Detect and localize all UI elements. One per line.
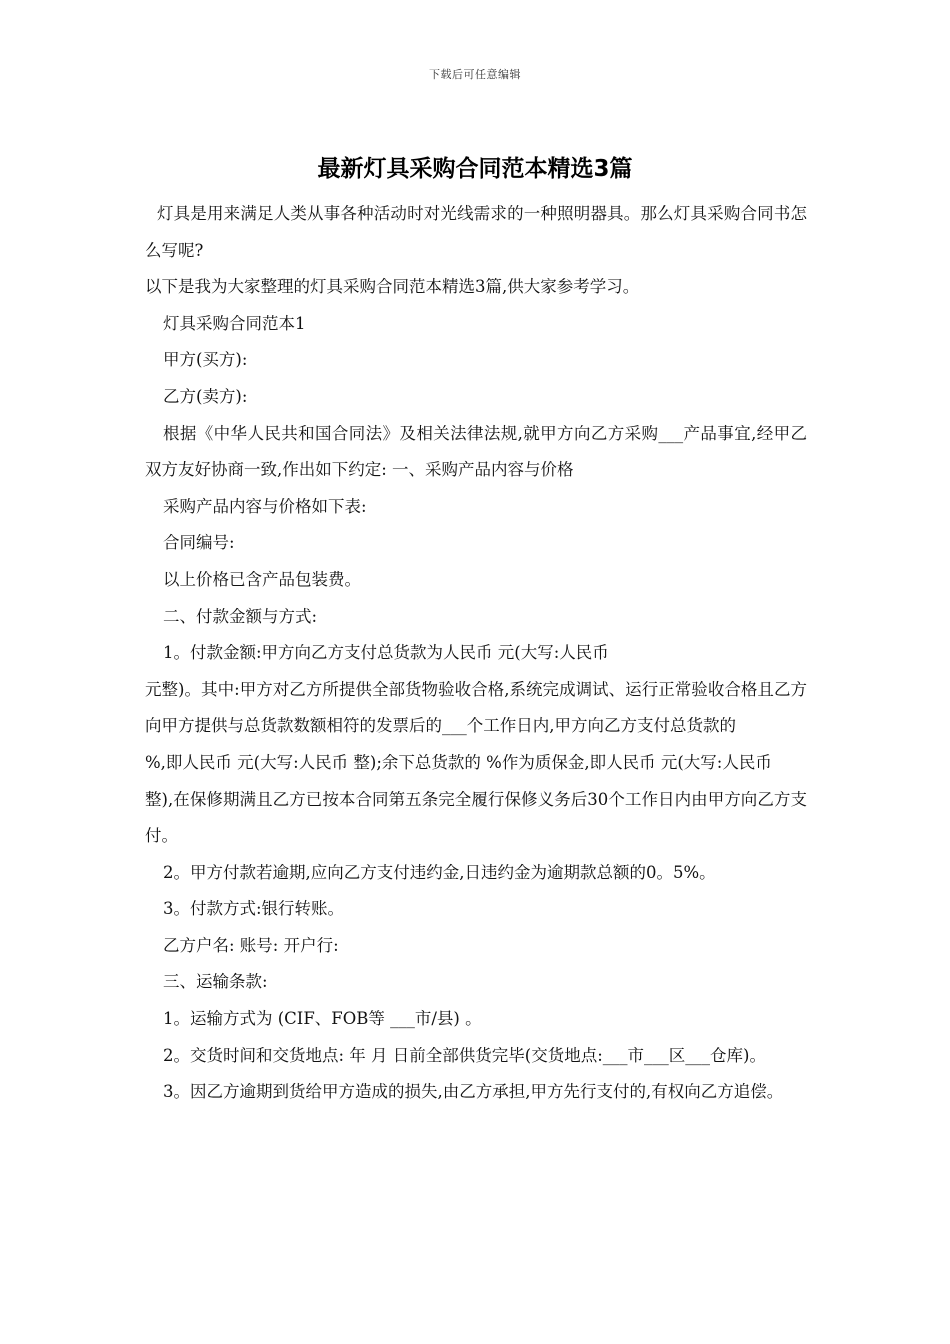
- paragraph: 2。交货时间和交货地点: 年 月 日前全部供货完毕(交货地点:___市___区___仓库)。: [163, 1045, 766, 1065]
- paragraph: 3。因乙方逾期到货给甲方造成的损失,由乙方承担,甲方先行支付的,有权向乙方追偿。: [163, 1082, 784, 1102]
- paragraph: 乙方户名: 账号: 开户行:: [163, 935, 339, 955]
- paragraph: 1。付款金额:甲方向乙方支付总货款为人民币 元(大写:人民币: [163, 643, 609, 663]
- paragraph: 1。运输方式为 (CIF、FOB等 ___市/县) 。: [163, 1009, 482, 1029]
- paragraph: 2。甲方付款若逾期,应向乙方支付违约金,日违约金为逾期款总额的0。5%。: [163, 862, 716, 882]
- paragraph: 二、付款金额与方式:: [163, 606, 318, 626]
- paragraph: 灯具是用来满足人类从事各种活动时对光线需求的一种照明器具。那么灯具采购合同书怎么写呢?: [145, 204, 807, 260]
- paragraph: 3。付款方式:银行转账。: [163, 899, 345, 919]
- paragraph: 合同编号:: [163, 533, 235, 553]
- document-body: [145, 196, 807, 1111]
- paragraph: %,即人民币 元(大写:人民币 整);余下总货款的 %作为质保金,即人民币 元(大写:人民币: [145, 752, 772, 772]
- paragraph: 元整)。其中:甲方对乙方所提供全部货物验收合格,系统完成调试、运行正常验收合格且乙方向甲方提供与总货款数额相符的发票后的___个工作日内,甲方向乙方支付总货款的: [145, 679, 807, 736]
- paragraph: 乙方(卖方):: [163, 386, 248, 406]
- paragraph: 以下是我为大家整理的灯具采购合同范本精选3篇,供大家参考学习。: [145, 277, 640, 297]
- paragraph: 整),在保修期满且乙方已按本合同第五条完全履行保修义务后30个工作日内由甲方向乙方支付。: [145, 789, 807, 846]
- paragraph: 采购产品内容与价格如下表:: [163, 496, 367, 516]
- header-note: 下载后可任意编辑: [429, 68, 521, 81]
- paragraph: 根据《中华人民共和国合同法》及相关法律法规,就甲方向乙方采购___产品事宜,经甲乙双方友好协商一致,作出如下约定: 一、采购产品内容与价格: [145, 423, 807, 480]
- document-title: 最新灯具采购合同范本精选3篇: [317, 156, 633, 182]
- paragraph: 以上价格已含产品包装费。: [163, 569, 361, 589]
- paragraph: 灯具采购合同范本1: [163, 313, 306, 333]
- paragraph: 甲方(买方):: [163, 350, 248, 370]
- paragraph: 三、运输条款:: [163, 972, 268, 992]
